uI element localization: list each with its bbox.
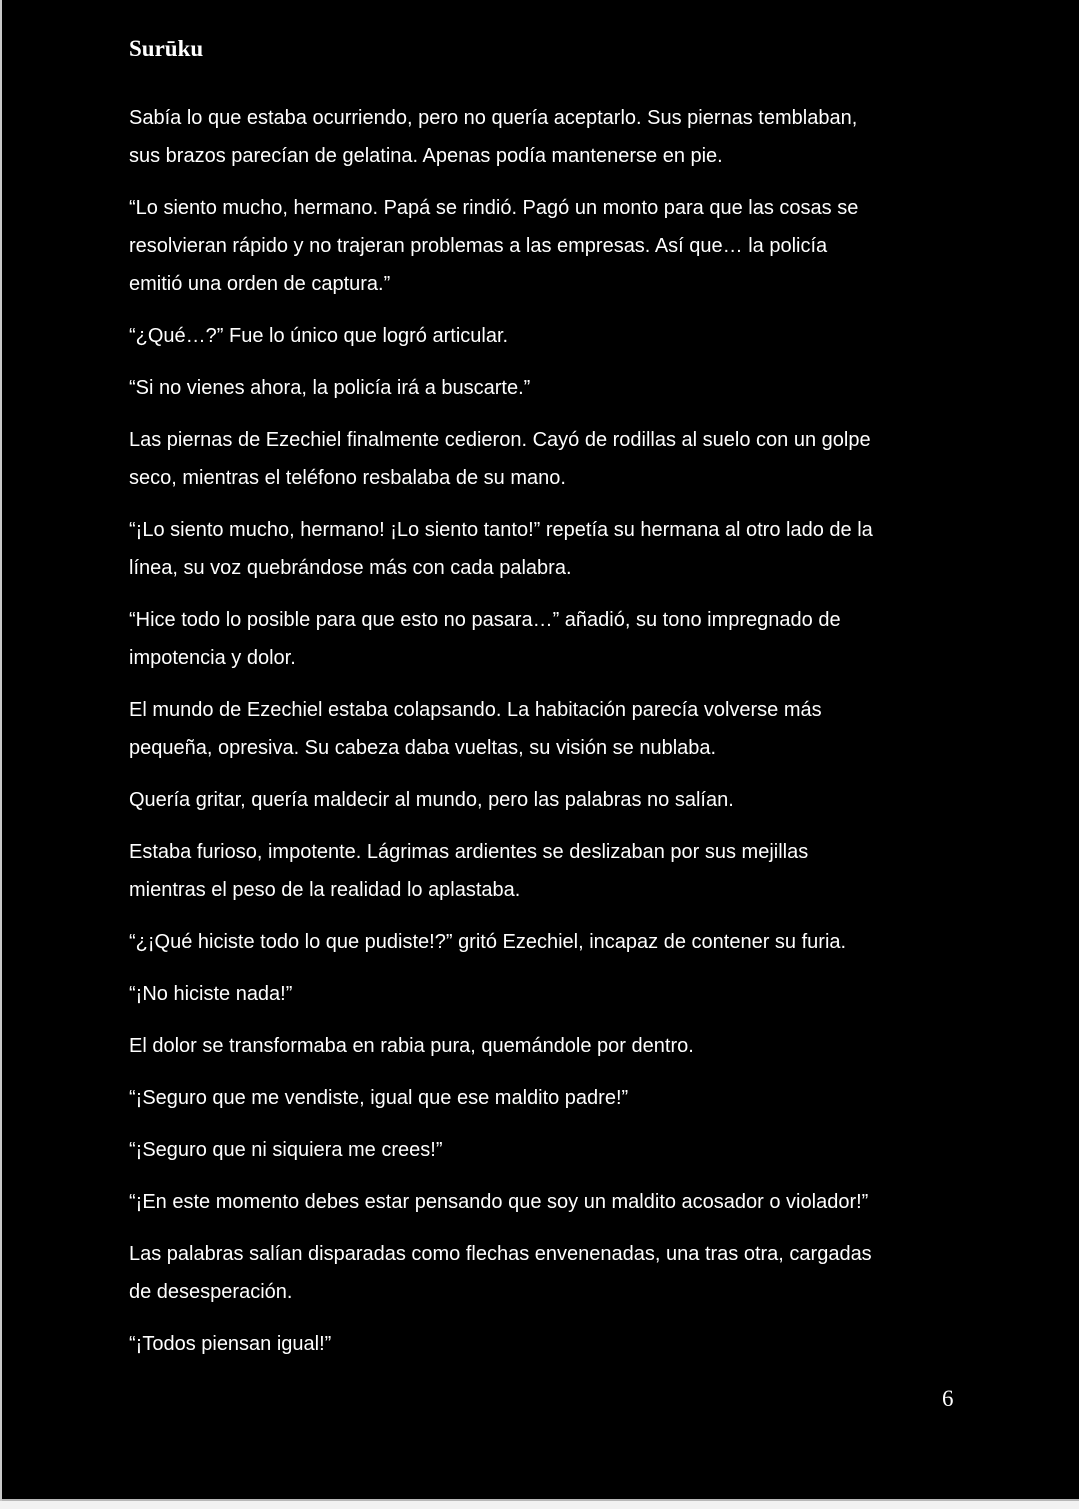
paragraph	[129, 1027, 969, 1065]
text-line: Estaba furioso, impotente. Lágrimas ardientes se deslizaban por sus mejillas	[129, 841, 809, 863]
paragraph	[129, 511, 969, 587]
page-number: 6	[942, 1386, 954, 1411]
text-line: “¿Qué…?” Fue lo único que logró articular.	[129, 325, 509, 347]
paragraph	[129, 1235, 969, 1311]
text-line: El mundo de Ezechiel estaba colapsando. La habitación parecía volverse más	[129, 699, 822, 721]
paragraph	[129, 369, 969, 407]
text-line: sus brazos parecían de gelatina. Apenas podía mantenerse en pie.	[129, 145, 723, 167]
text-line: emitió una orden de captura.”	[129, 273, 391, 295]
text-line: “¡No hiciste nada!”	[129, 983, 293, 1005]
paragraph	[129, 421, 969, 497]
paragraph	[129, 99, 969, 175]
text-line: “¡En este momento debes estar pensando que soy un maldito acosador o violador!”	[129, 1191, 869, 1213]
document-page	[2, 0, 1079, 1501]
text-line: mientras el peso de la realidad lo aplastaba.	[129, 879, 521, 901]
text-line: “Lo siento mucho, hermano. Papá se rindió. Pagó un monto para que las cosas se	[129, 197, 859, 219]
body-text	[129, 99, 969, 1377]
text-line: línea, su voz quebrándose más con cada palabra.	[129, 557, 572, 579]
paragraph	[129, 1183, 969, 1221]
text-line: “¡Seguro que ni siquiera me crees!”	[129, 1139, 443, 1161]
paragraph	[129, 923, 969, 961]
paragraph	[129, 317, 969, 355]
paragraph	[129, 1131, 969, 1169]
text-line: “¿¡Qué hiciste todo lo que pudiste!?” gritó Ezechiel, incapaz de contener su furia.	[129, 931, 847, 953]
text-line: Las piernas de Ezechiel finalmente cedieron. Cayó de rodillas al suelo con un golpe	[129, 429, 871, 451]
text-line: “Hice todo lo posible para que esto no pasara…” añadió, su tono impregnado de	[129, 609, 841, 631]
text-line: “Si no vienes ahora, la policía irá a buscarte.”	[129, 377, 531, 399]
paragraph	[129, 189, 969, 303]
running-header-title: Surūku	[129, 36, 204, 61]
text-line: pequeña, opresiva. Su cabeza daba vueltas, su visión se nublaba.	[129, 737, 717, 759]
text-line: de desesperación.	[129, 1281, 293, 1303]
paragraph	[129, 601, 969, 677]
paragraph	[129, 781, 969, 819]
text-line: seco, mientras el teléfono resbalaba de su mano.	[129, 467, 566, 489]
text-line: impotencia y dolor.	[129, 647, 296, 669]
paragraph	[129, 975, 969, 1013]
paragraph	[129, 833, 969, 909]
text-line: Quería gritar, quería maldecir al mundo, pero las palabras no salían.	[129, 789, 734, 811]
text-line: “¡Todos piensan igual!”	[129, 1333, 332, 1355]
text-line: resolvieran rápido y no trajeran problemas a las empresas. Así que… la policía	[129, 235, 828, 257]
text-line: “¡Lo siento mucho, hermano! ¡Lo siento tanto!” repetía su hermana al otro lado de la	[129, 519, 873, 541]
paragraph	[129, 1325, 969, 1363]
text-line: “¡Seguro que me vendiste, igual que ese maldito padre!”	[129, 1087, 629, 1109]
text-line: El dolor se transformaba en rabia pura, quemándole por dentro.	[129, 1035, 694, 1057]
paragraph	[129, 1079, 969, 1117]
text-line: Sabía lo que estaba ocurriendo, pero no quería aceptarlo. Sus piernas temblaban,	[129, 107, 858, 129]
paragraph	[129, 691, 969, 767]
text-line: Las palabras salían disparadas como flechas envenenadas, una tras otra, cargadas	[129, 1243, 872, 1265]
